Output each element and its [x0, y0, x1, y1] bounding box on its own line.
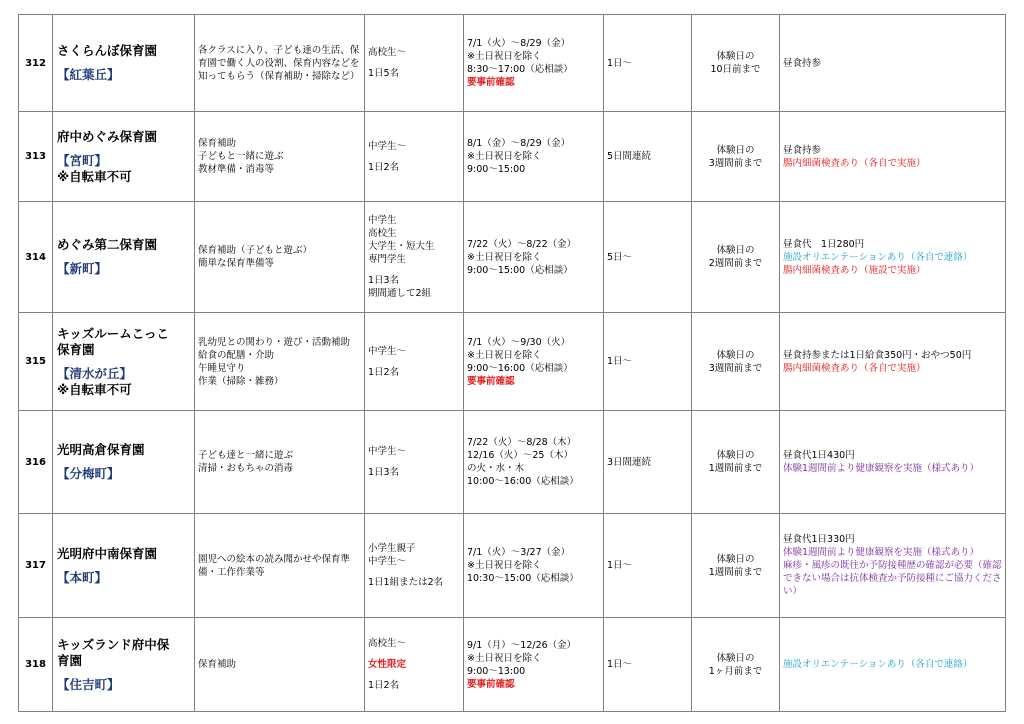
confirm-required: 要事前確認 [467, 678, 515, 690]
days-cell: 1日～ [604, 15, 692, 112]
facility-name: 保育園 [57, 341, 95, 357]
facility-cell [53, 411, 195, 514]
capacity-line: 期間通して2組 [368, 288, 432, 299]
deadline-line: 10日前まで [710, 64, 761, 75]
facility-name: さくらんぼ保育園 [57, 43, 158, 58]
period-cell [464, 514, 604, 618]
period-line: 7/1（火）～9/30（火） [467, 336, 571, 348]
period-line: 10:30～15:00（応相談） [467, 573, 579, 584]
content-cell [195, 112, 365, 202]
spacer [368, 568, 463, 576]
period-line: 9:00～15:00 [467, 164, 526, 175]
facility-cell [53, 514, 195, 618]
spacer [368, 358, 463, 366]
table-row [19, 15, 1006, 112]
period-line: 7/1（火）～3/27（金） [467, 547, 571, 558]
deadline-line: 体験日の [716, 450, 755, 461]
facility-area: 【本町】 [57, 569, 108, 585]
period-line: ※土日祝日を除く [467, 251, 542, 263]
content-line: 給食の配膳・介助 [198, 349, 275, 361]
target-line: 中学生～ [368, 140, 407, 152]
deadline-cell [692, 514, 780, 618]
period-line: 9:00～15:00（応相談） [467, 264, 573, 276]
remark-line: 体験1週間前より健康観察を実施（様式あり） [783, 547, 980, 558]
content-line: 保育補助 [198, 659, 237, 670]
row-number: 314 [19, 202, 53, 313]
spacer [368, 650, 463, 658]
content-line: 簡単な保育準備等 [198, 258, 275, 269]
remarks-cell [780, 112, 1006, 202]
capacity-line: 1日2名 [368, 366, 400, 378]
content-line: 各クラスに入り、子ども達の生活、保育園で働く人の役割、保育内容などを知ってもらう（保育補助・掃除など） [198, 44, 360, 82]
content-line: 作業（掃除・雑務） [198, 375, 284, 387]
table-row [19, 411, 1006, 514]
content-line: 教材準備・消毒等 [198, 164, 275, 175]
period-line: 9:00～13:00 [467, 665, 526, 677]
remark-line: 昼食持参 [783, 57, 822, 69]
confirm-required: 要事前確認 [467, 77, 515, 88]
content-cell [195, 313, 365, 411]
content-line: 園児への絵本の読み聞かせや保育準備・工作作業等 [198, 553, 351, 578]
facility-cell [53, 112, 195, 202]
content-line: 保育補助 [198, 138, 237, 149]
period-line: の火・水・木 [467, 463, 525, 474]
content-line: 清掃・おもちゃの消毒 [198, 463, 294, 474]
target-line: 高校生～ [368, 638, 407, 649]
table-row [19, 618, 1006, 712]
facility-name: 光明高倉保育園 [57, 442, 145, 457]
remark-line: 昼食代 1日280円 [783, 238, 865, 250]
content-cell [195, 15, 365, 112]
period-cell [464, 313, 604, 411]
deadline-line: 体験日の [716, 51, 755, 62]
period-cell [464, 618, 604, 712]
capacity-line: 1日3名 [368, 467, 400, 478]
period-line: ※土日祝日を除く [467, 560, 542, 571]
capacity-line: 1日5名 [368, 68, 400, 79]
facility-area: 【紅葉丘】 [57, 67, 120, 82]
remarks-cell [780, 202, 1006, 313]
table-row [19, 112, 1006, 202]
deadline-cell [692, 618, 780, 712]
facility-cell [53, 313, 195, 411]
facility-name: めぐみ第二保育園 [57, 237, 158, 252]
remark-line: 施設オリエンテーションあり（各自で連絡） [783, 251, 973, 263]
facility-name: 光明府中南保育園 [57, 545, 158, 561]
row-number: 316 [19, 411, 53, 514]
table-row [19, 313, 1006, 411]
spacer [368, 153, 463, 161]
period-line: ※土日祝日を除く [467, 151, 542, 162]
facility-area: 【新町】 [57, 261, 108, 276]
deadline-line: 2週間前まで [708, 258, 763, 269]
content-line: 保育補助（子どもと遊ぶ） [198, 245, 313, 256]
period-line: 9/1（月）～12/26（金） [467, 639, 577, 651]
facility-note: ※自転車不可 [57, 168, 132, 184]
target-line: 高校生 [368, 228, 397, 239]
days-cell: 1日～ [604, 313, 692, 411]
days-cell: 1日～ [604, 514, 692, 618]
facility-name: キッズランド府中保 [57, 636, 170, 652]
deadline-cell [692, 112, 780, 202]
deadline-line: 1週間前まで [708, 566, 763, 578]
period-line: ※土日祝日を除く [467, 51, 542, 62]
target-line: 大学生・短大生 [368, 241, 435, 252]
content-cell [195, 411, 365, 514]
facility-name: 育園 [57, 652, 83, 668]
target-line: 専門学生 [368, 254, 407, 265]
row-number: 313 [19, 112, 53, 202]
period-line: 12/16（火）～25（木） [467, 450, 573, 461]
deadline-line: 体験日の [716, 349, 755, 361]
deadline-cell [692, 202, 780, 313]
period-line: 9:00～16:00（応相談） [467, 362, 573, 374]
target-line: 中学生～ [368, 556, 407, 567]
capacity-line: 1日2名 [368, 680, 400, 691]
table-row [19, 514, 1006, 618]
remark-line: 腸内細菌検査あり（各自で実施） [783, 362, 926, 374]
remark-line: 昼食持参または1日給食350円・おやつ50円 [783, 349, 972, 361]
spacer [368, 458, 463, 466]
table-row [19, 202, 1006, 313]
content-cell [195, 514, 365, 618]
days-cell: 5日間連続 [604, 112, 692, 202]
period-cell [464, 202, 604, 313]
target-line: 高校生～ [368, 47, 407, 58]
volunteer-table [18, 14, 1006, 712]
period-cell [464, 15, 604, 112]
remarks-cell [780, 514, 1006, 618]
remark-line: 腸内細菌検査あり（各自で実施） [783, 157, 926, 169]
period-cell [464, 112, 604, 202]
target-cell [365, 411, 464, 514]
remark-line: 体験1週間前より健康観察を実施（様式あり） [783, 463, 980, 474]
period-line: 8:30～17:00（応相談） [467, 64, 573, 75]
target-cell [365, 112, 464, 202]
spacer [368, 671, 463, 679]
spacer [368, 59, 463, 67]
remarks-cell [780, 15, 1006, 112]
facility-area: 【宮町】 [57, 152, 108, 168]
target-cell [365, 202, 464, 313]
period-line: 7/22（火）～8/22（金） [467, 238, 577, 250]
facility-area: 【住吉町】 [57, 676, 120, 692]
target-line: 中学生 [368, 215, 397, 226]
period-line: ※土日祝日を除く [467, 652, 542, 664]
period-line: 10:00～16:00（応相談） [467, 476, 579, 487]
remark-line: 腸内細菌検査あり（施設で実施） [783, 264, 926, 276]
period-line: 8/1（金）～8/29（金） [467, 138, 571, 149]
period-line: ※土日祝日を除く [467, 349, 542, 361]
target-cell [365, 313, 464, 411]
content-line: 子ども達と一緒に遊ぶ [198, 450, 294, 461]
target-cell [365, 514, 464, 618]
content-cell [195, 618, 365, 712]
deadline-line: 1ヶ月前まで [708, 665, 763, 677]
remark-line: 昼食代1日330円 [783, 534, 855, 545]
remarks-cell [780, 411, 1006, 514]
facility-name: キッズルームこっこ [57, 325, 170, 341]
remarks-cell [780, 618, 1006, 712]
target-line: 中学生～ [368, 345, 407, 357]
content-line: 子どもと一緒に遊ぶ [198, 151, 284, 162]
days-cell: 3日間連続 [604, 411, 692, 514]
deadline-line: 3週間前まで [708, 157, 763, 169]
period-cell [464, 411, 604, 514]
capacity-line: 1日3名 [368, 275, 400, 286]
confirm-required: 要事前確認 [467, 375, 515, 387]
capacity-line: 1日1組または2名 [368, 577, 444, 588]
content-line: 午睡見守り [198, 362, 246, 374]
days-cell: 1日～ [604, 618, 692, 712]
facility-cell [53, 618, 195, 712]
row-number: 312 [19, 15, 53, 112]
facility-cell [53, 15, 195, 112]
remark-line: 麻疹・風疹の既往か予防接種歴の確認が必要（確認できない場合は抗体検査か予防接種にご協力ください） [783, 560, 1002, 597]
facility-note: ※自転車不可 [57, 381, 132, 397]
deadline-cell [692, 313, 780, 411]
deadline-line: 体験日の [716, 652, 755, 664]
target-line: 中学生～ [368, 446, 407, 457]
row-number: 315 [19, 313, 53, 411]
target-cell [365, 15, 464, 112]
remark-line: 昼食代1日430円 [783, 450, 855, 461]
deadline-cell [692, 15, 780, 112]
capacity-line: 1日2名 [368, 161, 400, 173]
remarks-cell [780, 313, 1006, 411]
deadline-line: 3週間前まで [708, 362, 763, 374]
spacer [368, 266, 463, 274]
facility-area: 【分梅町】 [57, 466, 120, 481]
facility-name: 府中めぐみ保育園 [57, 128, 158, 144]
facility-area: 【清水が丘】 [57, 365, 133, 381]
row-number: 317 [19, 514, 53, 618]
deadline-cell [692, 411, 780, 514]
target-restriction: 女性限定 [368, 659, 407, 670]
deadline-line: 体験日の [716, 553, 755, 565]
remark-line: 昼食持参 [783, 144, 822, 156]
period-line: 7/22（火）～8/28（木） [467, 437, 577, 448]
deadline-line: 1週間前まで [708, 463, 763, 474]
row-number: 318 [19, 618, 53, 712]
deadline-line: 体験日の [716, 245, 755, 256]
facility-cell [53, 202, 195, 313]
days-cell: 5日～ [604, 202, 692, 313]
content-cell [195, 202, 365, 313]
target-cell [365, 618, 464, 712]
deadline-line: 体験日の [716, 144, 755, 156]
target-line: 小学生親子 [368, 543, 416, 554]
remark-line: 施設オリエンテーションあり（各自で連絡） [783, 659, 973, 670]
content-line: 乳幼児との関わり・遊び・活動補助 [198, 336, 351, 348]
period-line: 7/1（火）～8/29（金） [467, 38, 571, 49]
